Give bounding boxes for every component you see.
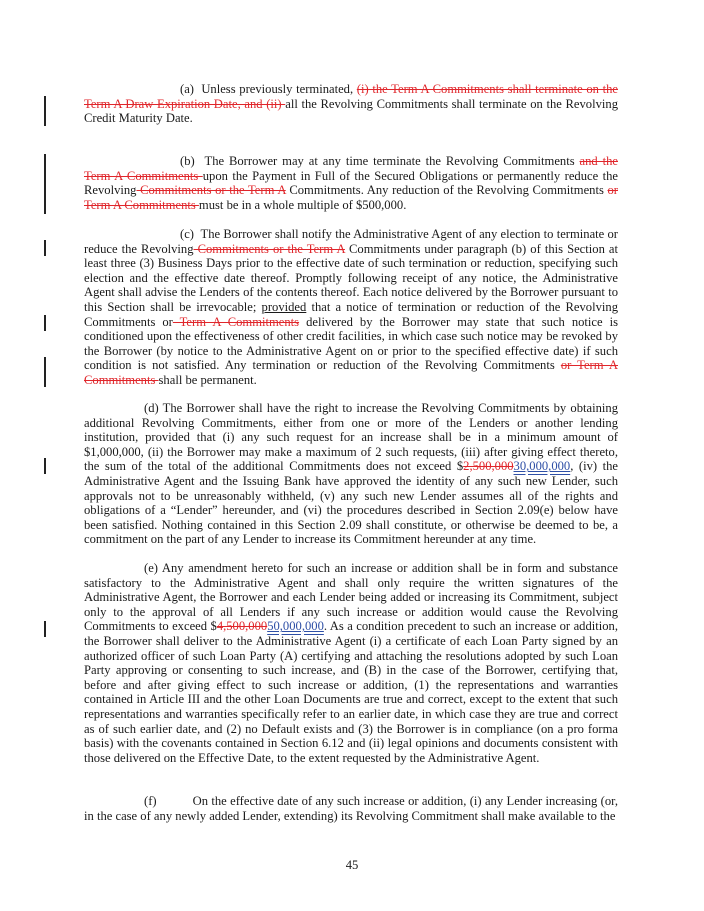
- deleted-text: 4,500,000: [216, 619, 268, 634]
- text-run: The Borrower shall have the right to increase the Revolving Commitments by obtaining additional Revolving Commitments, either from one or more of the Lenders or another lending institution, provided that (i) any such request for an increase shall be in a minimum amount of $1,000,000, (ii) the Borrower may make a maximum of 2 such requests, (iii) after giving effect thereto, the sum of the total of the additional Commitments does not exceed $: [84, 401, 618, 474]
- paragraph-label: (f): [144, 794, 157, 808]
- paragraph-b: [84, 154, 618, 212]
- change-bar: [44, 240, 46, 256]
- deleted-text: Commitments or the Term A: [193, 241, 345, 256]
- paragraph-label: (b): [180, 154, 195, 168]
- paragraph-label: (d): [144, 401, 159, 415]
- text-run: On the effective date of any such increase or addition, (i) any Lender increasing (or, in the case of any newly added Lender, extending) its Revolving Commitment shall make available to the: [84, 794, 618, 823]
- text-run: Any amendment hereto for such an increase or addition shall be in form and substance satisfactory to the Administrative Agent and shall only require the written signatures of the Administrative Agent, the Borrower and each Lender being added or increasing its Commitment, subject only to the approval of all Lenders if any such increase or addition would cause the Revolving Commitments to exceed $: [84, 561, 618, 634]
- change-bar: [44, 96, 46, 126]
- underlined-text: provided: [261, 299, 307, 314]
- change-bar: [44, 458, 46, 474]
- text-run: . As a condition precedent to such an increase or addition, the Borrower shall deliver to the Administrative Agent (i) a certificate of each Loan Party signed by an authorized officer of such Loan Party (A) certifying and attaching the resolutions adopted by such Loan Party approving or consenting to such increase, and (B) in the case of the Borrower, certifying that, before and after giving effect to such increase or addition, (1) the representations and warranties contained in Article III and the other Loan Documents are true and correct, except to the extent that such representations and warranties specifically refer to an earlier date, in which case they are true and correct as of such earlier date, and (2) no Default exists and (3) the Borrower is in compliance (on a pro forma basis) with the covenants contained in Section 6.12 and (ii) legal opinions and documents consistent with those delivered on the Effective Date, to the extent requested by the Administrative Agent.: [84, 619, 618, 765]
- paragraph-d: [84, 401, 618, 547]
- paragraph-label: (c): [180, 227, 194, 241]
- text-run: that a notice of termination or reduction of the Revolving Commitments or: [84, 299, 618, 329]
- text-run: shall be permanent.: [158, 372, 257, 387]
- text-run: Commitments under paragraph (b) of this Section at least three (3) Business Days prior to the effective date of such termination or reduction, specifying such election and the effective date thereof. Promptly following receipt of any notice, the Administrative Agent shall advise the Lenders of the contents thereof. Each notice delivered by the Borrower pursuant to this Section shall be irrevocable;: [84, 241, 619, 314]
- inserted-text: 50,000,000: [267, 619, 324, 634]
- deleted-text: or Term A Commitments: [84, 183, 618, 212]
- page-number: 45: [345, 858, 359, 872]
- paragraph-label: (a): [180, 82, 194, 96]
- text-run: Commitments. Any reduction of the Revolving Commitments: [285, 183, 608, 198]
- deleted-text: and the Term A Commitments: [84, 154, 618, 183]
- text-run: must be in a whole multiple of $500,000.: [198, 197, 407, 212]
- change-bar: [44, 357, 46, 387]
- text-run: The Borrower may at any time terminate the Revolving Commitments: [204, 154, 580, 168]
- deleted-text: Term A Commitments: [172, 314, 300, 329]
- paragraph-e: [84, 561, 618, 765]
- change-bar: [44, 621, 46, 637]
- text-run: Unless previously terminated,: [201, 82, 357, 96]
- change-bar: [44, 315, 46, 331]
- paragraph-a: [84, 82, 618, 126]
- text-run: all the Revolving Commitments shall terminate on the Revolving Credit Maturity Date.: [84, 96, 618, 126]
- text-run: The Borrower shall notify the Administrative Agent of any election to terminate or reduce the Revolving: [84, 227, 618, 256]
- paragraph-f: [84, 794, 618, 823]
- paragraph-label: (e): [144, 561, 158, 575]
- deleted-text: Commitments or the Term A: [136, 183, 286, 198]
- paragraph-c: [84, 227, 618, 388]
- inserted-text: 30,000,000: [513, 459, 571, 474]
- deleted-text: 2,500,000: [463, 459, 514, 474]
- deleted-text: (i) the Term A Commitments shall terminate on the Term A Draw Expiration Date, and (ii): [84, 82, 618, 111]
- text-run: , (iv) the Administrative Agent and the Issuing Bank have approved the identity of any such new Lender, such approvals not to be unreasonably withheld, (v) any such new Lender assumes all of the rights and obligations of a “Lender” hereunder, and (vi) the procedures described in Section 2.09(e) below have been satisfied. Nothing contained in this Section 2.09 shall constitute, or otherwise be deemed to be, a commitment on the part of any Lender to increase its Commitment hereunder at any time.: [84, 459, 618, 547]
- text-run: delivered by the Borrower may state that such notice is conditioned upon the effectiveness of other credit facilities, in which case such notice may be revoked by the Borrower (by notice to the Administrative Agent on or prior to the specified effective date) if such condition is not satisfied. Any termination or reduction of the Revolving Commitments: [84, 314, 618, 373]
- deleted-text: or Term A Commitments: [84, 358, 619, 387]
- text-run: upon the Payment in Full of the Secured Obligations or permanently reduce the Revolving: [84, 168, 618, 198]
- change-bar: [44, 154, 46, 214]
